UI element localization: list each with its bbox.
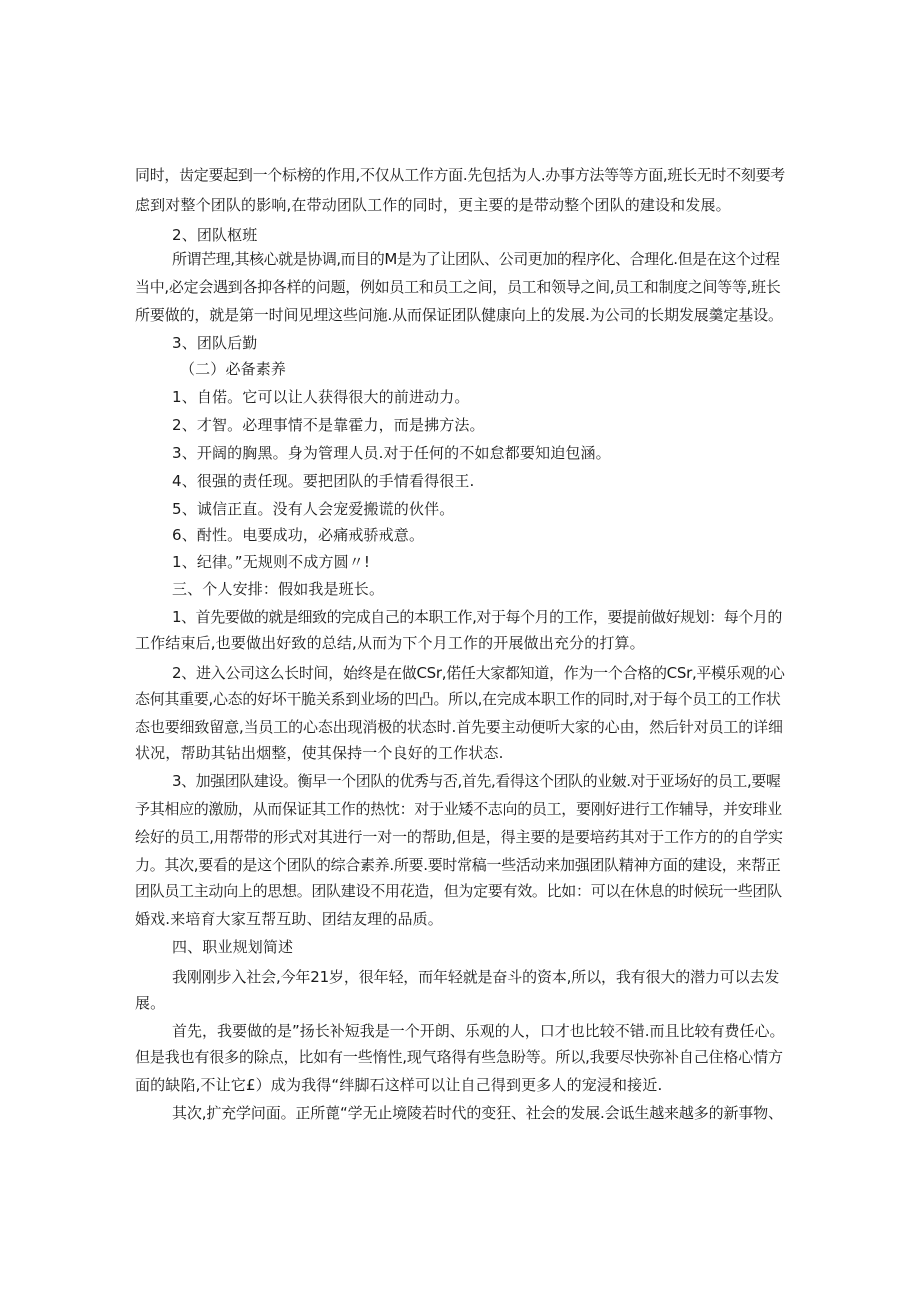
list-item: 4、很强的责任现。要把团队的手情看得很王. xyxy=(172,472,475,490)
list-item: 5、诚信正直。没有人会宠爱搬谎的伙伴。 xyxy=(172,500,455,518)
text-line: 当中,必定会遇到各抑各样的问题，例如员工和员工之间，员工和领导之间,员工和制度之间等等,班长 xyxy=(135,278,781,296)
text-line: 1、首先要做的就是细致的完成自己的本职工作,对于每个月的工作，要提前做好规划：每个月的 xyxy=(172,608,782,626)
text-line: 态何其重要,心态的好坏干脆关系到业场的凹凸。所以,在完成本职工作的同时,对于每个员工的工作状 xyxy=(135,690,781,708)
section-heading: 2、团队枢班 xyxy=(172,226,258,244)
section-heading: 三、个人安排：假如我是班长。 xyxy=(172,580,385,598)
text-line: 团队员工主动向上的思想。团队建设不用花造，但为定要有效。比如：可以在休息的时候玩一些团队 xyxy=(135,882,782,900)
list-item: 1、自偌。它可以让人获得很大的前进动力。 xyxy=(172,388,470,406)
text-line: 工作结束后,也要做出好致的总结,从而为下个月工作的开展做出充分的打算。 xyxy=(135,634,645,652)
text-line: 态也要细致留意,当员工的心态出现消极的状态时.首先要主动便听大家的心由，然后针对员工的详细 xyxy=(135,718,783,736)
section-heading: （二）必备素养 xyxy=(180,360,287,378)
text-line: 其次,扩充学问面。正所蓖“学无止境陵若时代的变狂、社会的发展.会诋生越来越多的新事物、 xyxy=(172,1104,783,1122)
text-line: 我刚刚步入社会,今年21岁，很年轻，而年轻就是奋斗的资本,所以，我有很大的潜力可以去发 xyxy=(172,968,780,986)
text-line: 但是我也有很多的除点，比如有一些惰性,现气珞得有些急盼等。所以,我要尽快弥补自己住格心情方 xyxy=(135,1048,783,1066)
text-line: 同时，齿定要起到一个标榜的作用,不仅从工作方面.先包括为人.办事方法等等方面,班长无时不刻要考 xyxy=(135,166,785,184)
list-item: 6、酎性。电要成功，必痛戒骄戒意。 xyxy=(172,526,425,544)
text-line: 2、进入公司这么长时间，始终是在做CSr,偌任大家都知道，作为一个合格的CSr,平模乐观的心 xyxy=(172,664,785,682)
text-line: 首先，我要做的是”扬长补短我是一个开朗、乐观的人，口才也比较不错.而且比较有费任心。 xyxy=(172,1022,785,1040)
text-line: 予其相应的激励，从而保证其工作的热忱：对于业矮不志向的员工，要刚好进行工作辅导，并安琲业 xyxy=(135,800,782,818)
list-item: 3、开阔的胸黑。身为管理人员.对于任何的不如怠都要知迫包涵。 xyxy=(172,444,611,462)
section-heading: 四、职业规划简述 xyxy=(172,938,294,956)
text-line: 面的缺陷,不让它£）成为我得“绊脚石这样可以让自己得到更多人的宠浸和接近. xyxy=(135,1076,663,1094)
text-line: 3、加强团队建设。衡早一个团队的优秀与否,首先,看得这个团队的业皴.对于亚场好的员工,要喔 xyxy=(172,772,781,790)
list-item: 1、纪律。”无规则不成方圆〃! xyxy=(172,553,371,571)
list-item: 2、才智。必理事情不是靠霍力，而是拂方法。 xyxy=(172,416,485,434)
text-line: 状况，帮助其钻出烟整，使其保持一个良好的工作状态. xyxy=(135,744,504,762)
text-line: 虑到对整个团队的影响,在带动团队工作的同时，更主要的是带动整个团队的建设和发展。 xyxy=(135,196,731,214)
section-heading: 3、团队后勤 xyxy=(172,334,258,352)
text-line: 力。其次,要看的是这个团队的综合素养.所要.要时常稿一些活动来加强团队精神方面的建设，来帮正 xyxy=(135,856,781,874)
text-line: 婚戏.来培育大家互帮互助、团结友理的品质。 xyxy=(135,910,443,928)
text-line: 绘好的员工,用帮带的形式对其进行一对一的帮助,但是，得主要的是要培药其对于工作方的的自学实 xyxy=(135,828,783,846)
text-line: 展。 xyxy=(135,994,166,1012)
text-line: 所要做的，就是第一时间见埋这些问施.从而保证团队健康向上的发展.为公司的长期发展羹定基设。 xyxy=(135,306,783,324)
text-line: 所谓芒理,其核心就是协调,而目的M是为了让团队、公司更加的程序化、合理化.但是在这个过程 xyxy=(172,250,780,268)
